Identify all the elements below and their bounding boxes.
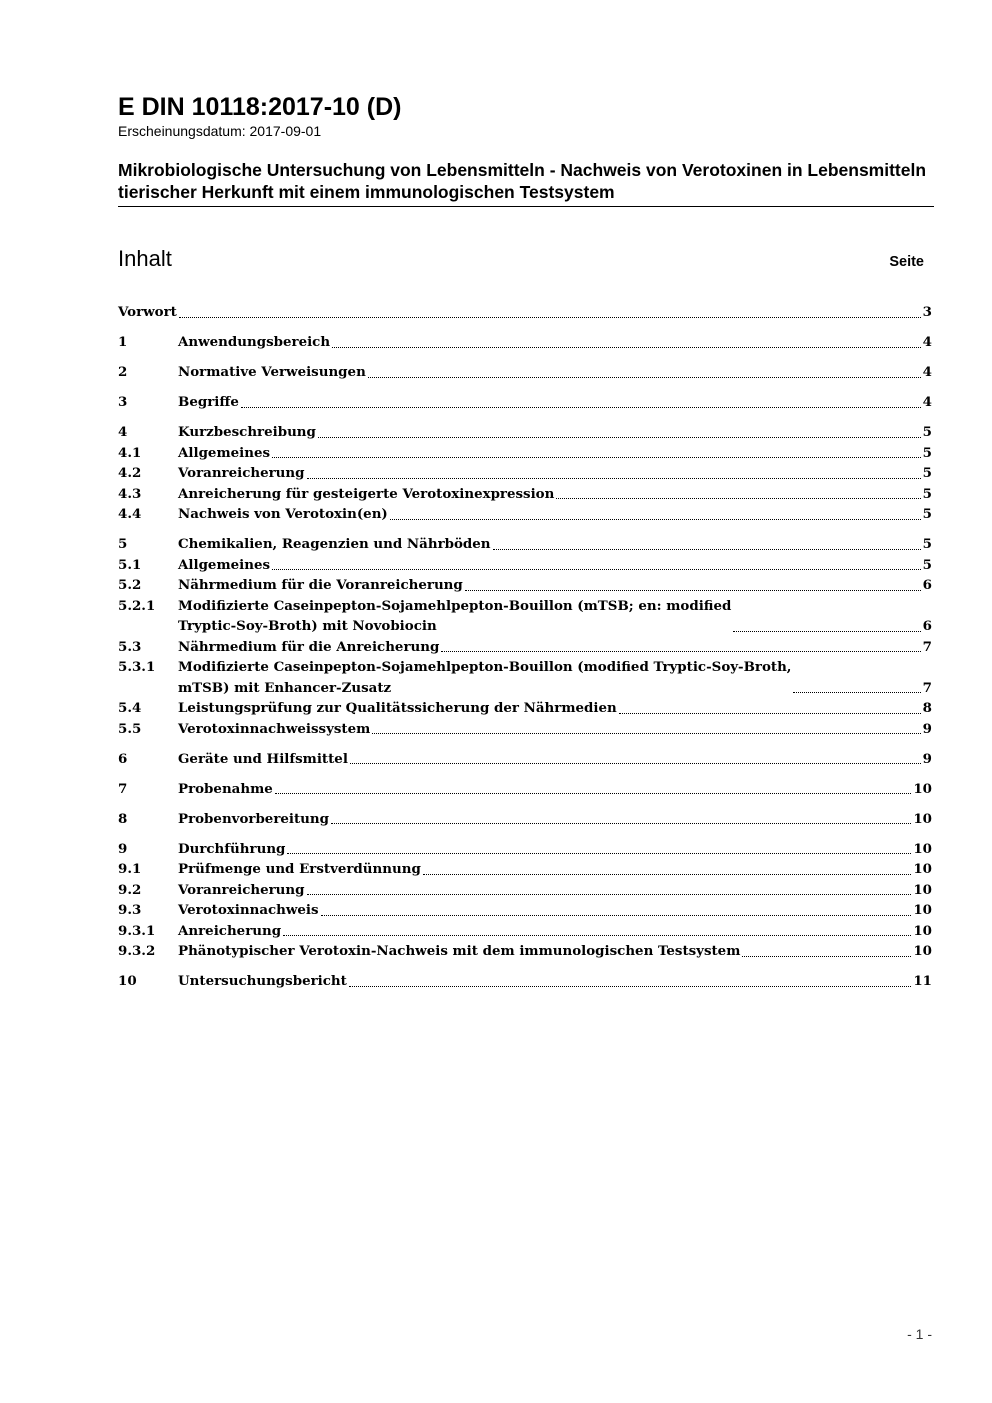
- toc-entry-label: Vorwort: [118, 304, 177, 320]
- toc-entry-number: 5.1: [118, 556, 142, 573]
- toc-entry[interactable]: [118, 637, 932, 658]
- toc-entry-label: Begriffe: [178, 394, 239, 410]
- toc-entry-number: 9: [118, 840, 128, 857]
- toc-entry-text: [178, 443, 932, 464]
- toc-entry-text: [178, 921, 932, 942]
- toc-entry-number: 2: [118, 364, 128, 380]
- toc-entry-number: 5.5: [118, 720, 142, 737]
- toc-entry-number: 5.2.1: [118, 597, 156, 614]
- toc-entry-page: 6: [922, 577, 932, 593]
- toc-entry-page: 10: [913, 840, 932, 857]
- page-number: - 1 -: [907, 1326, 932, 1342]
- toc-entry-label: Nährmedium für die Voranreicherung: [178, 577, 463, 593]
- toc-entry-text: [178, 859, 932, 880]
- toc-entry-text: [178, 332, 932, 353]
- toc-entry[interactable]: [118, 302, 932, 323]
- toc-entry-label: Durchführung: [178, 840, 286, 857]
- toc-leader-dots: [332, 347, 921, 348]
- toc-entry-number: 6: [118, 750, 128, 767]
- toc-entry-label-line1: Modifizierte Caseinpepton-Sojamehlpepton-Bouillon (mTSB; en: modified: [178, 597, 732, 614]
- toc-entry-label: Normative Verweisungen: [178, 364, 366, 380]
- toc-page-column-label: Seite: [889, 254, 924, 270]
- toc-entry[interactable]: [118, 698, 932, 719]
- toc-entry-page: 10: [913, 810, 932, 827]
- toc-entry-number: 9.2: [118, 881, 142, 898]
- toc-entry-label: Untersuchungsbericht: [178, 973, 347, 989]
- toc-entry-text: [178, 779, 932, 800]
- toc-leader-dots: [321, 915, 912, 916]
- toc-leader-dots: [793, 692, 920, 693]
- toc-entry-text: [178, 657, 932, 698]
- toc-entry[interactable]: [118, 443, 932, 464]
- toc-entry-label: Anreicherung: [178, 922, 282, 939]
- toc-entry-number: 5.3.1: [118, 659, 156, 675]
- toc-entry-number: 5.3: [118, 638, 142, 655]
- toc-entry[interactable]: [118, 555, 932, 576]
- toc-entry-label: Voranreicherung: [178, 881, 305, 898]
- toc-entry-label: Allgemeines: [178, 444, 271, 461]
- toc-entry[interactable]: [118, 839, 932, 860]
- toc-leader-dots: [493, 549, 921, 550]
- toc-entry-label: Leistungsprüfung zur Qualitätssicherung der Nährmedien: [178, 700, 617, 716]
- toc-leader-dots: [556, 498, 920, 499]
- publication-date: Erscheinungsdatum: 2017-09-01: [118, 123, 322, 139]
- toc-entry-page: 5: [922, 506, 932, 522]
- toc-leader-dots: [318, 437, 921, 438]
- toc-entry-label: Prüfmenge und Erstverdünnung: [178, 861, 421, 877]
- toc-entry-text: [178, 971, 932, 992]
- toc-entry-label-line2: Tryptic-Soy-Broth) mit Novobiocin: [178, 618, 437, 634]
- toc-entry-page: 7: [922, 679, 932, 696]
- toc-entry-label: Kurzbeschreibung: [178, 424, 316, 440]
- toc-entry-label: Nährmedium für die Anreicherung: [178, 638, 440, 655]
- toc-entry-number: 5: [118, 536, 128, 552]
- toc-entry-page: 10: [913, 881, 932, 898]
- toc-entry-text: [178, 484, 932, 505]
- toc-entry-page: 10: [913, 902, 932, 918]
- toc-entry-page: 10: [913, 861, 932, 877]
- toc-entry-text: [178, 422, 932, 443]
- toc-entry[interactable]: [118, 332, 932, 353]
- toc-leader-dots: [368, 377, 921, 378]
- toc-entry-text: [178, 504, 932, 525]
- toc-entry-page: 10: [913, 922, 932, 939]
- toc-entry-page: 9: [922, 720, 932, 737]
- toc-entry-page: 5: [922, 536, 932, 552]
- toc-entry-text: [178, 900, 932, 921]
- toc-entry-number: 10: [118, 973, 137, 989]
- toc-entry-label: Anreicherung für gesteigerte Verotoxinexpression: [178, 485, 555, 502]
- toc-leader-dots: [349, 986, 912, 987]
- toc-entry[interactable]: [118, 392, 932, 413]
- toc-entry-label-wrapped: [178, 657, 791, 698]
- toc-entry[interactable]: [118, 749, 932, 770]
- toc-entry-text: [178, 749, 932, 770]
- toc-entry[interactable]: [118, 504, 932, 525]
- toc-entry-number: 3: [118, 394, 128, 410]
- toc-entry-label: Phänotypischer Verotoxin-Nachweis mit dem immunologischen Testsystem: [178, 943, 741, 959]
- toc-entry-text: [178, 463, 932, 484]
- toc-entry-text: [118, 302, 932, 323]
- toc-entry-number: 4.1: [118, 444, 142, 461]
- toc-leader-dots: [275, 793, 912, 794]
- toc-entry-text: [178, 362, 932, 383]
- toc-entry-page: 4: [922, 364, 932, 380]
- toc-entry[interactable]: [118, 362, 932, 383]
- toc-entry-number: 4.2: [118, 465, 142, 481]
- toc-entry-label-line2: mTSB) mit Enhancer-Zusatz: [178, 679, 392, 696]
- toc-entry-text: [178, 719, 932, 740]
- toc-entry[interactable]: [118, 484, 932, 505]
- toc-entry-label: Anwendungsbereich: [178, 334, 331, 350]
- toc-entry-number: 9.3.1: [118, 922, 156, 939]
- toc-entry-page: 5: [922, 444, 932, 461]
- toc-entry-text: [178, 575, 932, 596]
- toc-entry-page: 10: [913, 780, 932, 797]
- toc-leader-dots: [619, 713, 921, 714]
- toc-leader-dots: [287, 853, 911, 854]
- toc-entry[interactable]: [118, 941, 932, 962]
- toc-leader-dots: [372, 733, 920, 734]
- toc-entry-number: 9.3.2: [118, 943, 156, 959]
- toc-leader-dots: [272, 457, 921, 458]
- toc-entry-text: [178, 596, 932, 637]
- toc-leader-dots: [283, 935, 911, 936]
- toc-entry-label: Probenvorbereitung: [178, 810, 330, 827]
- toc-entry-number: 9.3: [118, 902, 142, 918]
- toc-entry[interactable]: [118, 575, 932, 596]
- toc-leader-dots: [465, 590, 921, 591]
- toc-leader-dots: [441, 651, 920, 652]
- toc-entry[interactable]: [118, 596, 932, 637]
- toc-entry-label: Probenahme: [178, 780, 273, 797]
- toc-leader-dots: [331, 823, 911, 824]
- toc-leader-dots: [742, 956, 911, 957]
- toc-entry-page: 11: [913, 973, 932, 989]
- toc-leader-dots: [241, 407, 921, 408]
- toc-entry-text: [178, 555, 932, 576]
- toc-entry-text: [178, 637, 932, 658]
- toc-entry-number: 1: [118, 334, 128, 350]
- toc-entry-label-wrapped: [178, 596, 731, 637]
- toc-entry-text: [178, 698, 932, 719]
- toc-entry-page: 7: [922, 638, 932, 655]
- toc-entry[interactable]: [118, 880, 932, 901]
- toc-entry-number: 5.2: [118, 577, 142, 593]
- document-id: E DIN 10118:2017-10 (D): [118, 93, 402, 121]
- toc-entry-number: 4.3: [118, 485, 142, 502]
- toc-entry-number: 4: [118, 424, 128, 440]
- toc-leader-dots: [350, 763, 921, 764]
- toc-entry-page: 5: [922, 424, 932, 440]
- toc-entry[interactable]: [118, 422, 932, 443]
- toc-entry-page: 5: [922, 485, 932, 502]
- toc-entry-number: 7: [118, 780, 128, 797]
- toc-entry[interactable]: [118, 657, 932, 698]
- toc-leader-dots: [272, 569, 921, 570]
- toc-entry-text: [178, 534, 932, 555]
- toc-entry-page: 4: [922, 334, 932, 350]
- toc-heading: Inhalt: [118, 246, 172, 271]
- toc-entry-page: 5: [922, 556, 932, 573]
- toc-leader-dots: [307, 478, 921, 479]
- table-of-contents: [118, 302, 932, 992]
- toc-entry-label: Nachweis von Verotoxin(en): [178, 506, 388, 522]
- toc-entry-label-line1: Modifizierte Caseinpepton-Sojamehlpepton-Bouillon (modified Tryptic-Soy-Broth,: [178, 659, 792, 675]
- toc-leader-dots: [179, 317, 921, 318]
- toc-leader-dots: [390, 519, 921, 520]
- toc-entry-text: [178, 839, 932, 860]
- toc-entry-label: Voranreicherung: [178, 465, 305, 481]
- toc-entry-page: 10: [913, 943, 932, 959]
- toc-entry-label: Verotoxinnachweis: [178, 902, 319, 918]
- toc-entry[interactable]: [118, 779, 932, 800]
- toc-entry[interactable]: [118, 719, 932, 740]
- toc-entry-number: 4.4: [118, 506, 142, 522]
- toc-entry-page: 3: [922, 304, 932, 320]
- toc-entry-text: [178, 392, 932, 413]
- toc-entry-label: Geräte und Hilfsmittel: [178, 750, 348, 767]
- toc-entry-number: 9.1: [118, 861, 142, 877]
- toc-entry-number: 5.4: [118, 700, 142, 716]
- toc-entry[interactable]: [118, 921, 932, 942]
- toc-entry-text: [178, 809, 932, 830]
- title-divider: [118, 206, 934, 207]
- toc-entry[interactable]: [118, 971, 932, 992]
- toc-entry[interactable]: [118, 463, 932, 484]
- toc-entry-label: Chemikalien, Reagenzien und Nährböden: [178, 536, 491, 552]
- toc-entry-text: [178, 880, 932, 901]
- toc-entry-page: 4: [922, 394, 932, 410]
- toc-leader-dots: [423, 874, 912, 875]
- toc-leader-dots: [733, 631, 920, 632]
- toc-entry-page: 5: [922, 465, 932, 481]
- toc-entry-text: [178, 941, 932, 962]
- toc-entry[interactable]: [118, 534, 932, 555]
- toc-entry-page: 8: [922, 700, 932, 716]
- toc-entry-number: 8: [118, 810, 128, 827]
- toc-entry[interactable]: [118, 900, 932, 921]
- document-title: Mikrobiologische Untersuchung von Lebensmitteln - Nachweis von Verotoxinen in Lebensmitteln tierischer Herkunft mit einem immunologischen Testsystem: [118, 160, 927, 202]
- toc-entry-page: 6: [922, 618, 932, 634]
- toc-entry[interactable]: [118, 859, 932, 880]
- toc-entry-label: Allgemeines: [178, 556, 271, 573]
- toc-leader-dots: [307, 894, 912, 895]
- toc-entry-page: 9: [922, 750, 932, 767]
- toc-entry[interactable]: [118, 809, 932, 830]
- toc-entry-label: Verotoxinnachweissystem: [178, 720, 371, 737]
